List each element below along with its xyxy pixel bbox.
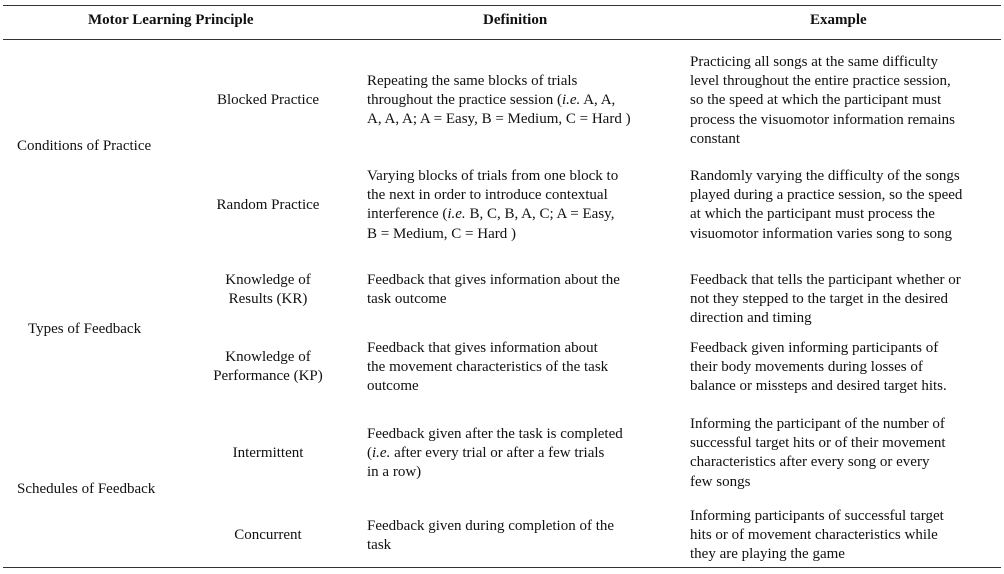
definition-line: Feedback that gives information about the [367, 272, 620, 288]
group-label-schedules-of-feedback: Schedules of Feedback [17, 481, 156, 497]
italic-abbrev: i.e. [372, 445, 391, 462]
definition-line: the next in order to introduce contextual [367, 187, 608, 204]
principle-cell [193, 196, 343, 215]
example-line: not they stepped to the target in the desired [690, 291, 948, 308]
definition-cell [367, 271, 667, 309]
example-cell [690, 339, 990, 397]
definition-cell [367, 517, 667, 555]
principle-cell [193, 348, 343, 386]
principle-cell [193, 271, 343, 309]
example-line: Feedback given informing participants of [690, 340, 939, 356]
definition-line: Feedback that gives information about [367, 340, 598, 356]
example-cell [690, 167, 990, 244]
example-line: balance or missteps and desired target hits. [690, 378, 947, 395]
example-line: Feedback that tells the participant whether or [690, 272, 961, 288]
example-line: level throughout the entire practice session, [690, 73, 951, 90]
principle-line: Blocked Practice [216, 92, 320, 108]
table-header-rule [3, 39, 1001, 40]
group-label-types-of-feedback: Types of Feedback [28, 321, 142, 337]
principle-cell [193, 91, 343, 110]
example-line: played during a practice session, so the speed [690, 187, 963, 204]
definition-line: interference (i.e. B, C, B, A, C; A = Easy, [367, 206, 615, 223]
example-line: characteristics after every song or every [690, 454, 930, 471]
definition-line: (i.e. after every trial or after a few trials [367, 445, 605, 462]
definition-line: Varying blocks of trials from one block to [367, 168, 619, 184]
definition-line: in a row) [367, 464, 422, 481]
principle-line: Random Practice [216, 197, 320, 213]
definition-line: task outcome [367, 291, 447, 308]
example-line: constant [690, 130, 740, 147]
table-bottom-rule [3, 567, 1001, 568]
definition-cell [367, 167, 667, 244]
example-line: Informing the participant of the number of [690, 416, 945, 432]
example-cell [690, 415, 990, 492]
table-top-rule [3, 5, 1001, 6]
italic-abbrev: i.e. [561, 92, 581, 109]
group-label-conditions-of-practice: Conditions of Practice [17, 138, 152, 154]
example-line: direction and timing [690, 310, 812, 327]
example-cell [690, 507, 990, 565]
example-line: Informing participants of successful target [690, 508, 944, 524]
example-line: at which the participant must process the [690, 206, 935, 223]
definition-line: task [367, 537, 392, 554]
example-line: visuomotor information varies song to song [690, 225, 953, 242]
definition-cell [367, 425, 667, 483]
principle-line: Knowledge of [225, 349, 311, 365]
principle-line: Performance (KP) [213, 368, 323, 385]
example-line: Randomly varying the difficulty of the songs [690, 168, 960, 184]
example-line: hits or of movement characteristics while [690, 527, 938, 544]
definition-line: Repeating the same blocks of trials [367, 73, 578, 89]
definition-line: the movement characteristics of the task [367, 359, 609, 376]
definition-line: Feedback given during completion of the [367, 518, 615, 534]
principle-cell [193, 526, 343, 545]
example-line: process the visuomotor information remains [690, 111, 955, 128]
principle-line: Concurrent [234, 527, 302, 543]
principle-cell [193, 444, 343, 463]
example-line: their body movements during losses of [690, 359, 923, 376]
example-cell [690, 53, 990, 149]
example-line: successful target hits or of their movement [690, 435, 946, 452]
principle-line: Intermittent [232, 445, 304, 461]
definition-line: B = Medium, C = Hard ) [367, 225, 516, 242]
principle-line: Knowledge of [225, 272, 311, 288]
example-line: few songs [690, 473, 751, 490]
header-definition: Definition [483, 12, 548, 28]
italic-abbrev: i.e. [447, 206, 466, 223]
definition-line: outcome [367, 378, 419, 395]
definition-cell [367, 72, 667, 130]
example-line: they are playing the game [690, 546, 845, 563]
definition-line: Feedback given after the task is completed [367, 426, 623, 442]
header-example: Example [810, 12, 867, 28]
definition-line: throughout the practice session (i.e. A, A, [367, 92, 616, 109]
header-principle: Motor Learning Principle [88, 12, 254, 28]
example-line: Practicing all songs at the same difficulty [690, 54, 938, 70]
definition-line: A, A, A; A = Easy, B = Medium, C = Hard ) [367, 111, 631, 128]
principle-line: Results (KR) [228, 291, 308, 308]
example-cell [690, 271, 990, 329]
example-line: so the speed at which the participant must [690, 92, 942, 109]
definition-cell [367, 339, 667, 397]
